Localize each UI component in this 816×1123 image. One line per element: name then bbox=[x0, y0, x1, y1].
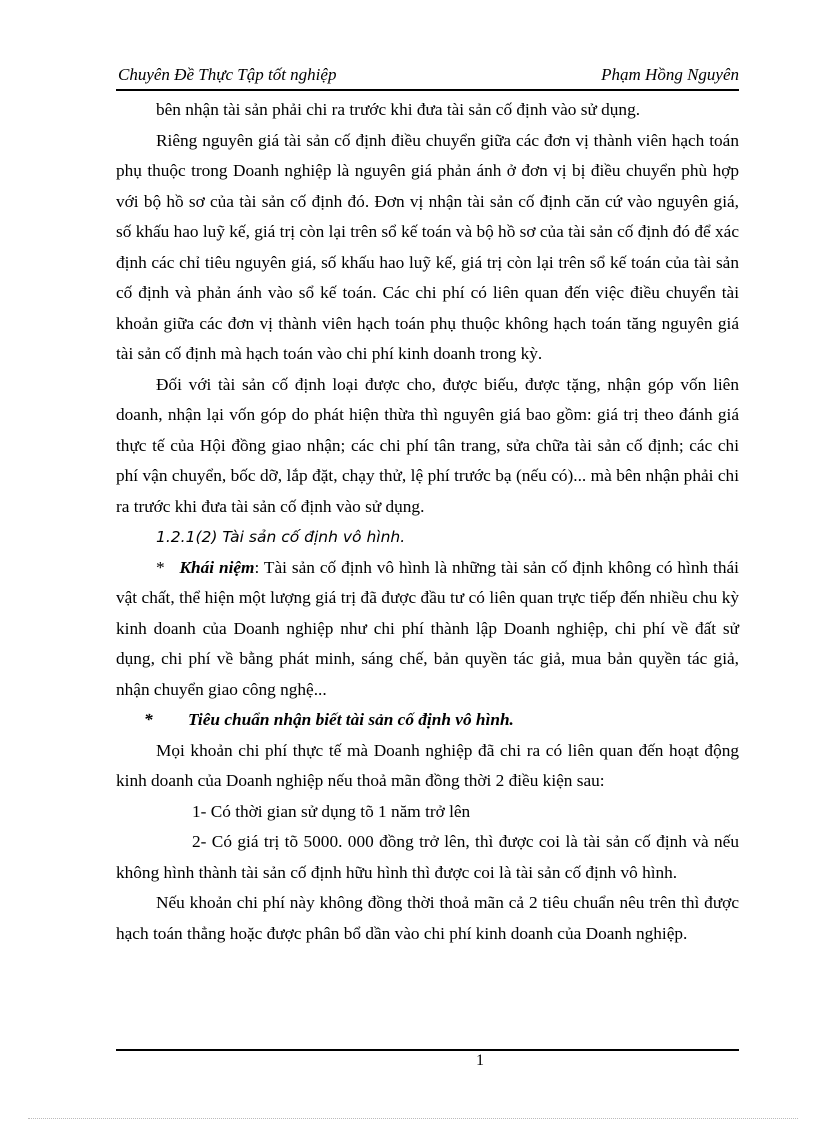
concept-label: Khái niệm bbox=[179, 557, 255, 577]
header-author: Phạm Hồng Nguyên bbox=[601, 65, 739, 84]
criteria-star: * bbox=[144, 710, 153, 729]
paragraph-donated-assets: Đối với tài sản cố định loại được cho, được biếu, được tặng, nhận góp vốn liên doanh, nhận lại vốn góp do phát hiện thừa thì nguyên giá bao gồm: giá trị theo đánh giá thực tế của Hội đồng giao nhận; các chi phí tân trang, sửa chữa tài sản cố định; các chi phí vận chuyển, bốc dỡ, lắp đặt, chạy thử, lệ phí trước bạ (nếu có)... mà bên nhận phải chi ra trước khi đưa tài sản cố định vào sử dụng. bbox=[116, 374, 739, 516]
section-heading bbox=[116, 522, 739, 553]
condition-1: 1- Có thời gian sử dụng tõ 1 năm trở lên bbox=[192, 801, 471, 821]
concept-star: * bbox=[156, 557, 165, 577]
page-header bbox=[116, 63, 739, 91]
concept-text: : Tài sản cố định vô hình là những tài sản cố định không có hình thái vật chất, thể hiện một lượng giá trị đã được đầu tư có liên quan trực tiếp đến nhiều chu kỳ kinh doanh của Doanh nghiệp như chi phí thành lập Doanh nghiệp, chi phí về đất sử dụng, chi phí về bằng phát minh, sáng chế, bản quyền tác giả, mua bản quyền tác giả, nhận chuyển giao công nghệ... bbox=[116, 557, 739, 699]
criteria-heading bbox=[116, 705, 739, 736]
paragraph-not-satisfied: Nếu khoản chi phí này không đồng thời thoả mãn cả 2 tiêu chuẩn nêu trên thì được hạch toán thẳng hoặc được phân bổ dần vào chi phí kinh doanh của Doanh nghiệp. bbox=[116, 893, 739, 943]
paragraph-transfer-cost: Riêng nguyên giá tài sản cố định điều chuyển giữa các đơn vị thành viên hạch toán phụ thuộc trong Doanh nghiệp là nguyên giá phản ánh ở đơn vị bị điều chuyển phù hợp với bộ hồ sơ của tài sản cố định đó. Đơn vị nhận tài sản cố định căn cứ vào nguyên giá, số khấu hao luỹ kế, giá trị còn lại trên sổ kế toán và bộ hồ sơ của tài sản cố định đó để xác định các chỉ tiêu nguyên giá, số khấu hao luỹ kế, giá trị còn lại trên sổ kế toán của tài sản cố định và phản ánh vào sổ kế toán. Các chi phí có liên quan đến việc điều chuyển tài khoản giữa các đơn vị thành viên hạch toán phụ thuộc không hạch toán tăng nguyên giá tài sản cố định mà hạch toán vào chi phí kinh doanh trong kỳ. bbox=[116, 130, 739, 363]
page-bottom-dotted-line bbox=[28, 1118, 798, 1119]
section-heading-text: 1.2.1(2) Tài sản cố định vô hình. bbox=[156, 528, 406, 546]
body-text bbox=[116, 95, 739, 949]
page-number: 1 bbox=[476, 1052, 484, 1069]
footer-rule bbox=[116, 1049, 739, 1051]
header-left-title: Chuyên Đề Thực Tập tốt nghiệp bbox=[118, 65, 337, 84]
condition-2: 2- Có giá trị tõ 5000. 000 đồng trở lên, thì được coi là tài sản cố định và nếu không hình thành tài sản cố định hữu hình thì được coi là tài sản cố định vô hình. bbox=[116, 832, 739, 882]
paragraph-continuation: bên nhận tài sản phải chi ra trước khi đưa tài sản cố định vào sử dụng. bbox=[156, 100, 641, 119]
paragraph-conditions-intro: Mọi khoản chi phí thực tế mà Doanh nghiệp đã chi ra có liên quan đến hoạt động kinh doanh của Doanh nghiệp nếu thoả mãn đồng thời 2 điều kiện sau: bbox=[116, 740, 739, 790]
paragraph-concept bbox=[116, 553, 739, 706]
criteria-heading-text: Tiêu chuẩn nhận biết tài sản cố định vô hình. bbox=[188, 710, 514, 729]
